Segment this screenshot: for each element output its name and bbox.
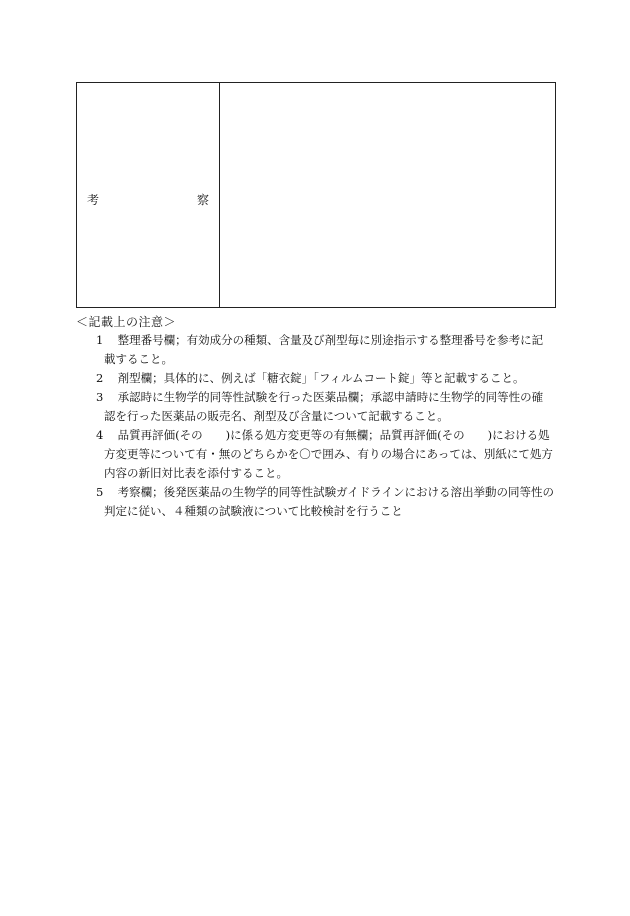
note-item: [96, 388, 554, 426]
notes-title: ＜記載上の注意＞: [76, 315, 177, 329]
note-text: 品質再評価(その )に係る処方変更等の有無欄；品質再評価(その )における処方変更等について有・無のどちらかを〇で囲み、有りの場合にあっては、別紙にて処方内容の新旧対比表を添付すること。: [104, 428, 553, 480]
note-number: 4: [96, 428, 104, 442]
note-text: 整理番号欄；有効成分の種類、含量及び剤型毎に別途指示する整理番号を参考に記載すること。: [104, 333, 544, 366]
note-item: [96, 369, 554, 388]
note-text: 考察欄；後発医薬品の生物学的同等性試験ガイドラインにおける溶出挙動の同等性の判定に従い、４種類の試験液について比較検討を行うこと: [104, 485, 554, 518]
note-number: 5: [96, 485, 104, 499]
consideration-content-area[interactable]: [220, 83, 555, 307]
note-item: [96, 483, 554, 521]
note-number: 3: [96, 390, 104, 404]
note-number: 2: [96, 371, 104, 385]
consideration-label-right: 察: [197, 193, 210, 207]
note-item: [96, 426, 554, 483]
consideration-label-left: 考: [87, 193, 100, 207]
note-text: 承認時に生物学的同等性試験を行った医薬品欄；承認申請時に生物学的同等性の確認を行った医薬品の販売名、剤型及び含量について記載すること。: [104, 390, 544, 423]
note-number: 1: [96, 333, 104, 347]
note-text: 剤型欄；具体的に、例えば「糖衣錠」「フィルムコート錠」等と記載すること。: [117, 371, 525, 385]
consideration-box: [76, 82, 556, 308]
notes-list: [96, 331, 554, 521]
note-item: [96, 331, 554, 369]
